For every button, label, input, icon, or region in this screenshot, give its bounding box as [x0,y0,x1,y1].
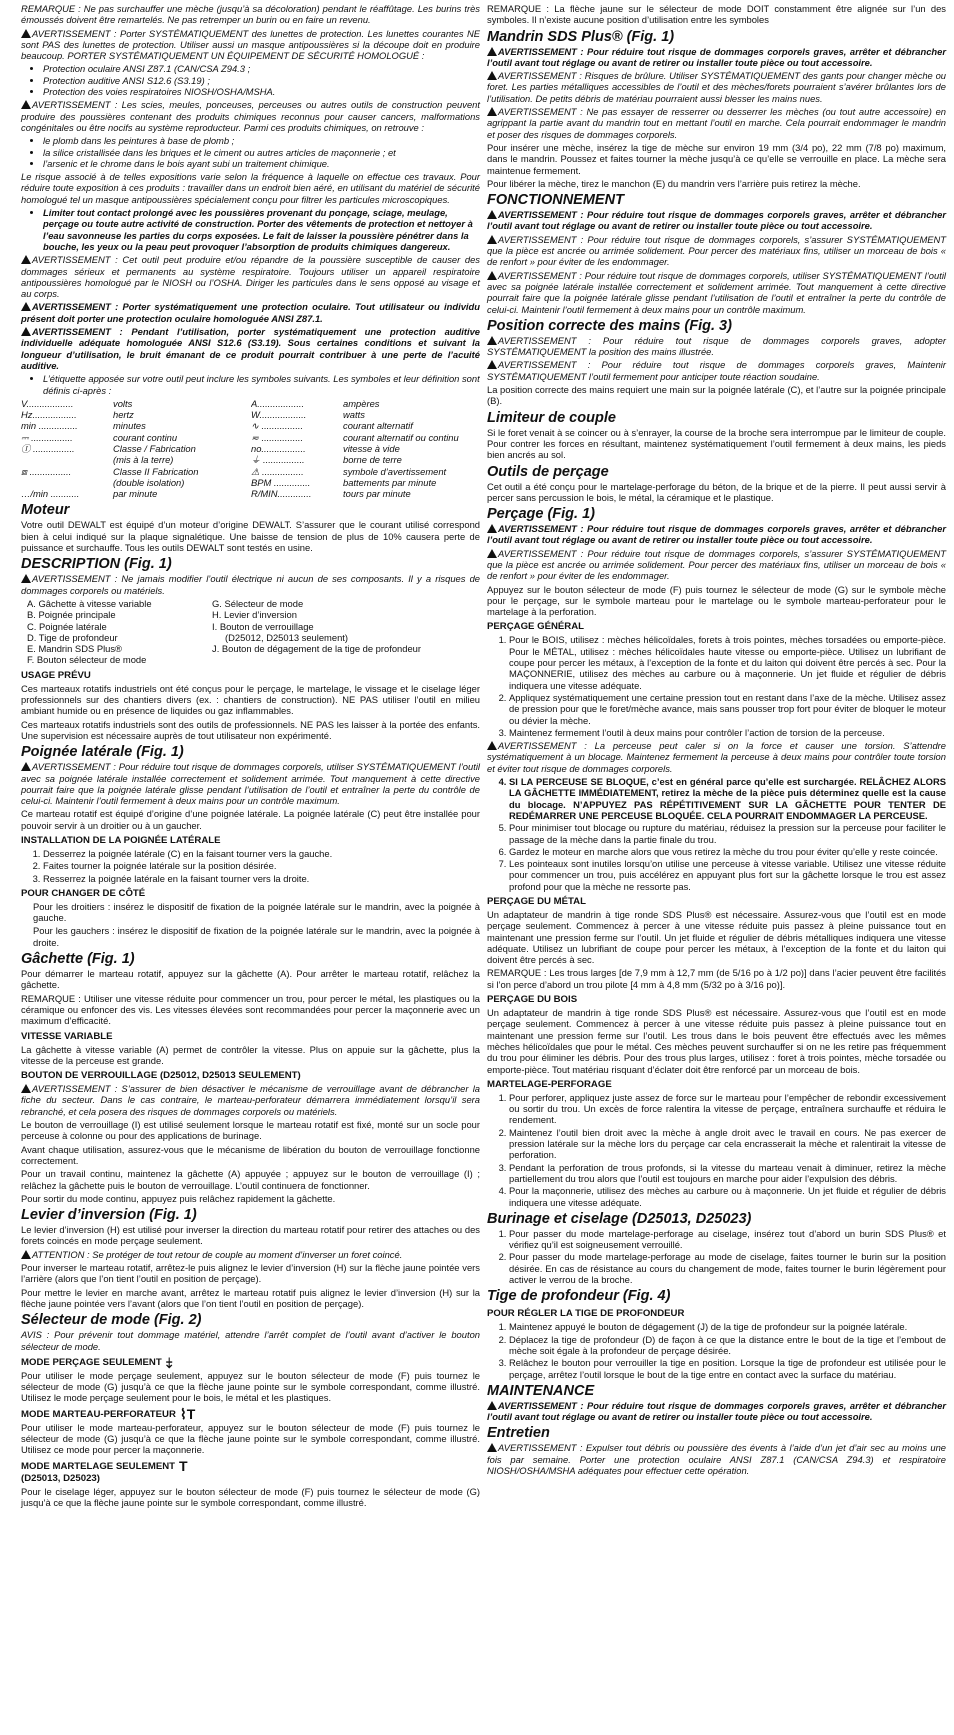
bois-text: Un adaptateur de mandrin à tige ronde SDS Plus® est nécessaire. Assurez-vous que l’outil est en mode perçage seulement. Commencez à percer à une vitesse réduite puis passez à pleine puissance tout en maintenant une pression ferme sur l’outil. Les trous dans le bois peuvent être effectués avec les mêmes mèches hélicoïdales que pour le métal. Ces mèches peuvent surchauffer si on ne les retire pas fréquemment du trou pour éliminer les débris. Pour des trous plus larges, utilisez : foret à trois pointes, mèche torsadée ou emporte-pièce. Tout matériau risquant d’éclater doit être renforcé par un morceau de bois. [487,1007,946,1075]
symbol-glyph: R/MIN............. [251,488,312,500]
gachette-text: Pour démarrer le marteau rotatif, appuyez sur la gâchette (A). Pour arrêter le marteau rotatif, relâchez la gâchette. [21,968,480,991]
list-item: • le plomb dans les peintures à base de plomb ; [43,135,480,146]
symbol-entry [21,443,251,454]
section-title-fonctionnement: FONCTIONNEMENT [487,192,624,209]
cote-gauchers: Pour les gauchers : insérez le dispositif de fixation de la poignée latérale sur le mandrin, avec la poignée à droite. [33,925,480,948]
list-item: I. Bouton de verrouillage [212,620,314,632]
list-item: E. Mandrin SDS Plus® [27,643,122,655]
list-item: 1. Maintenez appuyé le bouton de dégagement (J) de la tige de profondeur sur la poignée latérale. [509,1321,946,1332]
levier-text-3: Pour mettre le levier en marche avant, arrêtez le marteau rotatif puis alignez le levier d’inversion (H) sur la flèche jaune pointée vers l’avant (alors que l’on tient l’outil en position de perçage). [21,1286,480,1309]
percage-avert-2: AVERTISSEMENT : Pour réduire tout risque de dommages corporels, s’assurer SYSTÉMATIQUEMENT que la pièce est ancrée ou arrimée solidement. Pour percer des matériaux fins, utiliser un morceau de bois « de renfort » pour éviter de les endommager. [487,547,946,582]
symbol-definition: minutes [113,420,146,432]
subsection-percage-bois: PERÇAGE DU BOIS [487,994,578,1006]
risque-text: Le risque associé à de telles expositions varie selon la fréquence à laquelle on effectue ces travaux. Pour réduire toute exposition à ces produits : travailler dans un endroit bien aéré, en utilisant du matériel de sécurité homologué tel un masque antipoussières spécialement conçu pour filtrer les particules microscopiques. [21,171,480,205]
symbol-glyph: ⎓ ................ [21,431,73,443]
mode-percage-text: Pour utiliser le mode perçage seulement, appuyez sur le bouton sélecteur de mode (F) puis tournez le sélecteur de mode (G) jusqu’à ce que la flèche jaune pointe sur le symbole correspondant, comme illustré. Utilisez le mode perçage seulement pour le bois, le métal et les plastiques. [21,1369,480,1404]
symbol-entry [251,409,480,420]
list-item: 2. Faites tourner la poignée latérale sur la position désirée. [43,860,480,871]
warning-icon [21,327,31,336]
symbol-glyph: BPM .............. [251,476,311,488]
symbol-glyph: …/min ........... [21,488,80,500]
percage-text: Appuyez sur le bouton sélecteur de mode (F) puis tournez le sélecteur de mode (G) sur le symbole mèche pour le perçage, sur le symbole marteau pour le martelage ou le symbole marteau-perforateur pour le martelage à la perforation. [487,583,946,618]
subsection-mode-marteau: MODE MARTEAU-PERFORATEUR ⌇T [21,1405,196,1422]
position-avert-1: AVERTISSEMENT : Pour réduire tout risque de dommages corporels graves, adopter SYSTÉMATIQUEMENT la position des mains illustrée. [487,334,946,358]
list-item: 4. Pour la maçonnerie, utilisez des mèches au carbure ou à maçonnerie. Un jet fluide et régulier de débris indiquera une vitesse adéquate. [509,1185,946,1208]
section-title-tige: Tige de profondeur (Fig. 4) [487,1288,671,1305]
subsection-mode-percage: MODE PERÇAGE SEULEMENT ⤈ [21,1353,172,1370]
fonct-avert-1: AVERTISSEMENT : Pour réduire tout risque de dommages corporels graves, arrêter et débrancher l’outil avant tout réglage ou avant de retirer ou installer toute pièce ou tout accessoire. [487,209,946,232]
vitesse-text: La gâchette à vitesse variable (A) permet de contrôler la vitesse. Plus on appuie sur la gâchette, plus la vitesse de la perceuse est grande. [21,1043,480,1066]
symbol-definition: courant alternatif [343,420,413,432]
list-item: 2. Pour passer du mode martelage-perforage au mode de ciselage, faites tourner le burin sur la position désirée. En cas de résistance au cours du changement de mode, faites tourner le burin légèrement pour activer le verrou de la broche. [509,1251,946,1285]
maint-avert: AVERTISSEMENT : Pour réduire tout risque de dommages corporels graves, arrêter et débrancher l’outil avant tout réglage ou avant de retirer ou installer toute pièce ou tout accessoire. [487,1399,946,1423]
list-item: C. Poignée latérale [27,620,107,632]
warning-icon [21,1250,31,1259]
tige-steps [487,1321,946,1379]
section-title-gachette: Gâchette (Fig. 1) [21,951,135,968]
symbol-glyph: Ⓘ ................ [21,442,75,454]
verrou-text-3: Pour un travail continu, maintenez la gâchette (A) appuyée ; appuyez sur le bouton de verrouillage (I) ; relâchez la gâchette puis le bouton de verrouillage. L’outil continuera de fonctionner. [21,1168,480,1191]
symbol-entry [21,477,251,488]
warning-icon [21,255,31,264]
avert-niosh: AVERTISSEMENT : Cet outil peut produire et/ou répandre de la poussière susceptible de causer des dommages sérieux et permanents au système respiratoire. Toujours utiliser un appareil respiratoire antipoussières homologué par le NIOSH ou l’OSHA. Diriger les particules dans le sens opposé au visage et au corps. [21,254,480,300]
subsection-verrouillage: BOUTON DE VERROUILLAGE (D25012, D25013 SEULEMENT) [21,1070,301,1082]
list-item: 5. Pour minimiser tout blocage ou rupture du matériau, réduisez la pression sur la perceuse pour faciliter le passage de la mèche dans la partie finale du trou. [509,822,946,845]
cote-droitiers: Pour les droitiers : insérez le dispositif de fixation de la poignée latérale sur le mandrin, avec la poignée à gauche. [33,900,480,924]
install-steps [21,848,480,884]
list-item: A. Gâchette à vitesse variable [27,597,152,609]
avert-oculaire: AVERTISSEMENT : Porter systématiquement une protection oculaire. Tout utilisateur ou individu présent doit porter une protection oculaire homologuée ANSI Z87.1. [21,301,480,324]
remarque-fleche: REMARQUE : La flèche jaune sur le sélecteur de mode DOIT constamment être alignée sur l’un des symboles. Il n’existe aucune position d’utilisation entre les symboles [487,3,946,26]
metal-remarque: REMARQUE : Les trous larges [de 7,9 mm à 12,7 mm (de 5/16 po à 1/2 po)] dans l’acier peuvent être facilités si l’on perce d’abord un trou pilote [4 mm à 4,8 mm (5/32 po à 3/16 po)]. [487,967,946,990]
symbol-definition: tours par minute [343,488,411,500]
fonct-avert-2: AVERTISSEMENT : Pour réduire tout risque de dommages corporels, s’assurer SYSTÉMATIQUEMENT que la pièce est ancrée ou arrimée solidement. Pour percer des matériaux fins, utiliser un morceau de bois « de renfort » pour éviter de les endommager. [487,233,946,268]
list-item: D. Tige de profondeur [27,631,118,643]
list-item: • Protection des voies respiratoires NIOSH/OSHA/MSHA. [43,86,480,97]
levier-text-1: Le levier d’inversion (H) est utilisé pour inverser la direction du marteau rotatif pour retirer des attaches ou des forets coincés en mode perçage seulement. [21,1224,480,1247]
section-title-position: Position correcte des mains (Fig. 3) [487,317,732,334]
symbol-definition: (mis à la terre) [113,454,174,466]
chemicals-list [21,135,480,169]
gachette-remarque: REMARQUE : Utiliser une vitesse réduite pour commencer un trou, pour percer le métal, les plastiques ou la céramique ou enfoncer des vis. Les vitesses élevées sont recommandées pour percer la maçonnerie avec un maximum d’efficacité. [21,992,480,1027]
levier-text-2: Pour inverser le marteau rotatif, arrêtez-le puis alignez le levier d’inversion (H) sur la flèche jaune pointée vers l’arrière (alors que l’on tient l’outil en position de perçage). [21,1262,480,1285]
subsection-vitesse: VITESSE VARIABLE [21,1030,113,1042]
symbol-entry [21,398,251,409]
drill-mode-icon: ⤈ [165,1353,172,1370]
symbols-table [21,398,480,500]
warning-icon [21,574,31,583]
position-avert-2: AVERTISSEMENT : Pour réduire tout risque de dommages corporels graves, Maintenir SYSTÉMATIQUEMENT l’outil fermement pour anticiper toute réaction soudaine. [487,359,946,382]
left-column [21,3,480,1510]
martelage-steps [487,1092,946,1208]
symbol-definition: Classe / Fabrication [113,442,196,454]
warning-icon [487,1401,497,1410]
poignee-text: Ce marteau rotatif est équipé d’origine d’une poignée latérale. La poignée latérale (C) peut être installée pour pouvoir servir à un droitier ou à un gaucher. [21,808,480,831]
symbol-definition: volts [113,397,133,409]
mode-martelage-text: Pour le ciselage léger, appuyez sur le bouton sélecteur de mode (F) puis tournez le sélecteur de mode (G) jusqu’à ce que la flèche jaune pointe sur le symbole correspondant, comme illustré. [21,1485,480,1508]
selecteur-avis: AVIS : Pour prévenir tout dommage matériel, attendre l’arrêt complet de l’outil avant d’activer le bouton sélecteur de mode. [21,1329,480,1352]
subsection-percage-metal: PERÇAGE DU MÉTAL [487,896,586,907]
limiter-list [21,207,480,252]
mandrin-text-2: Pour libérer la mèche, tirez le manchon (E) du mandrin vers l’arrière puis retirez la mèche. [487,177,861,189]
symbol-definition: par minute [113,488,158,500]
symbol-glyph: W.................. [251,409,307,421]
symbol-entry [251,398,480,409]
avert-auditive: AVERTISSEMENT : Pendant l’utilisation, porter systématiquement une protection auditive individuelle adéquate homologuée ANSI S12.6 (S3.19). Sous certaines conditions et suivant la longueur d’utilisation, le bruit émanant de ce produit pourrait contribuer à une perte de l’acuité auditive. [21,326,480,371]
symbol-entry [251,432,480,443]
symbol-entry [21,432,251,443]
hammer-mode-icon: T [179,1457,188,1474]
subsection-installation: INSTALLATION DE LA POIGNÉE LATÉRALE [21,835,221,846]
symbol-definition: ampères [343,397,380,409]
list-item: 7. Les pointeaux sont inutiles lorsqu’on utilise une perceuse à vitesse variable. Utilisez une vitesse réduite pour commencer un trou, puis accélérez en appuyant plus fort sur la gâchette lorsque le trou est assez profond pour que la mèche ne ressorte pas. [509,858,946,892]
list-item: • Protection oculaire ANSI Z87.1 (CAN/CSA Z94.3 ; [43,63,480,74]
symbol-definition: vitesse à vide [343,442,400,454]
list-item: • Limiter tout contact prolongé avec les poussières provenant du ponçage, sciage, meulage, perçage ou toute autre activité de construction. Porter des vêtements de protection et nettoyer à l’eau savonneuse les parties du corps exposées. Le fait de laisser la poussière pénétrer dans la bouche, les yeux ou la peau peut provoquer l’absorption de produits chimiques dangereux. [43,207,480,252]
warning-icon [487,360,497,369]
symbol-entry [21,488,251,499]
symbol-definition: courant alternatif ou continu [343,431,459,443]
symbol-glyph: ≂ ................ [251,431,304,443]
warning-icon [487,336,497,345]
warning-icon [487,47,497,56]
mode-marteau-text: Pour utiliser le mode marteau-perforateur, appuyez sur le bouton sélecteur de mode (F) puis tournez le sélecteur de mode (G) jusqu’à ce que la flèche jaune pointe sur le symbole correspondant, comme illustré. Utilisez ce mode pour percer la maçonnerie. [21,1421,480,1456]
section-title-mandrin: Mandrin SDS Plus® (Fig. 1) [487,28,675,45]
list-item: • Protection auditive ANSI S12.6 (S3.19) ; [43,75,480,86]
list-item: 4. SI LA PERCEUSE SE BLOQUE, c’est en général parce qu’elle est surchargée. RELÂCHEZ ALORS LA GÂCHETTE IMMÉDIATEMENT, retirez la mèche de la pièce puis déterminez quelle est la cause du blocage. N’APPUYEZ PAS RÉPÉTITIVEMENT SUR LA GÂCHETTE POUR TENTER DE REDÉMARRER UNE PERCEUSE BLOQUÉE. CELA POURRAIT ENDOMMAGER LA PERCEUSE. [509,776,946,821]
list-item: 3. Pendant la perforation de trous profonds, si la vitesse du marteau venait à diminuer, retirez la mèche partiellement du trou alors que l’outil est toujours en marche pour aider l’expulsion des débris. [509,1162,946,1185]
general-steps-cont [487,776,946,892]
section-title-percage: Perçage (Fig. 1) [487,506,595,523]
percage-avert-1: AVERTISSEMENT : Pour réduire tout risque de dommages corporels graves, arrêter et débrancher l’outil avant tout réglage ou avant de retirer ou installer toute pièce ou tout accessoire. [487,523,946,546]
usage-text-1: Ces marteaux rotatifs industriels ont été conçus pour le perçage, le martelage, le vissage et le ciselage léger professionnels sur des chantiers divers (ex. : chantiers de construction). NE PAS utiliser l’outil en milieu ambiant humide ou en présence de liquides ou gaz inflammables. [21,682,480,717]
symbol-definition: symbole d’avertissement [343,465,447,477]
symbol-glyph: min ............... [21,420,78,432]
symbol-glyph: ∿ ................ [251,420,304,432]
warning-icon [487,1443,497,1452]
symbol-entry [251,477,480,488]
verrou-text-4: Pour sortir du mode continu, appuyez puis relâchez rapidement la gâchette. [21,1192,336,1204]
list-item: J. Bouton de dégagement de la tige de profondeur [212,643,422,655]
symbol-entry [251,454,480,465]
section-title-maintenance: MAINTENANCE [487,1382,595,1399]
verrou-text-1: Le bouton de verrouillage (I) est utilisé seulement lorsque le marteau rotatif est fixé, monté sur un socle pour perceuse à colonne ou pour des applications de burinage. [21,1119,480,1142]
parts-list [21,598,480,666]
list-item: B. Poignée principale [27,609,116,621]
general-steps [487,634,946,738]
section-title-moteur: Moteur [21,502,70,519]
list-item: 3. Maintenez fermement l’outil à deux mains pour contrôler l’action de torsion de la perceuse. [509,727,946,738]
general-avert: AVERTISSEMENT : La perceuse peut caler si on la force et causer une torsion. S’attendre systématiquement à un blocage. Maintenez fermement la perceuse à deux mains pour contrôler toute torsion et éviter tout risque de dommages corporels. [487,740,946,774]
symbol-entry [21,420,251,431]
symbol-entry [21,466,251,477]
poignee-avert: AVERTISSEMENT : Pour réduire tout risque de dommages corporels, utiliser SYSTÉMATIQUEMENT l’outil avec sa poignée latérale installée correctement et solidement arrimée. Tout manquement à cette directive pourrait faire que la poignée latérale glisse pendant l’utilisation de l’outil et entraîner la perte du contrôle de celui-ci. Maintenir l’outil fermement à deux mains pour un contrôle maximum. [21,761,480,807]
section-title-outils: Outils de perçage [487,463,609,480]
list-item: 2. Déplacez la tige de profondeur (D) de façon à ce que la distance entre le bout de la tige et l’embout de mèche soit égale à la profondeur de perçage désirée. [509,1334,946,1357]
symbol-entry [251,488,480,499]
symbol-definition: battements par minute [343,476,437,488]
list-item: 3. Resserrez la poignée latérale en la faisant tourner vers la droite. [43,873,480,884]
list-item: 3. Relâchez le bouton pour verrouiller la tige en position. Lorsque la tige de profondeur est utilisée pour le perçage, arrêtez l’outil lorsque le bout de la tige entre en contact avec la surface du matériau. [509,1357,946,1380]
moteur-text: Votre outil DEWALT est équipé d’un moteur d’origine DEWALT. S’assurer que le courant utilisé correspond bien à celui indiqué sur la plaque signalétique. Une baisse de tension de plus de 10% causera perte de puissance et surchauffe. Tous les outils DEWALT sont testés en usine. [21,519,480,554]
avert-poussieres: AVERTISSEMENT : Les scies, meules, ponceuses, perceuses ou autres outils de construction peuvent produire des poussières contenant des produits chimiques reconnus pour causer cancers, malformations congénitales ou être nocifs au système reproducteur. Parmi ces produits chimiques, on retrouve : [21,99,480,133]
warning-icon [487,107,497,116]
subsection-cote: POUR CHANGER DE CÔTÉ [21,887,146,899]
subsection-usage: USAGE PRÉVU [21,669,91,681]
symbol-glyph: V.................. [21,397,74,409]
usage-text-2: Ces marteaux rotatifs industriels sont des outils de professionnels. NE PAS les laisser à la portée des enfants. Une supervision est nécessaire auprès de tout utilisateur non expérimenté. [21,718,480,741]
list-item: H. Levier d’inversion [212,609,297,621]
symbol-entry [251,443,480,454]
symbol-entry [21,454,251,465]
warning-icon [487,549,497,558]
list-item: • L’étiquette apposée sur votre outil peut inclure les symboles suivants. Les symboles et leur définition sont définis ci-après : [43,373,480,396]
symbol-entry [251,466,480,477]
symbol-definition: (double isolation) [113,476,185,488]
symbol-definition: watts [343,409,365,421]
warning-icon [487,71,497,80]
subsection-percage-general: PERÇAGE GÉNÉRAL [487,621,585,633]
symbol-glyph: ⏚ ................ [251,454,305,466]
warning-icon [487,210,497,219]
warning-icon [21,762,31,771]
section-title-levier: Levier d’inversion (Fig. 1) [21,1207,197,1224]
warning-icon [21,302,31,311]
symbol-glyph: ⧈ ................ [21,465,72,477]
desc-avert: AVERTISSEMENT : Ne jamais modifier l’outil électrique ni aucun de ses composants. Il y a risques de dommages corporels ou matériels. [21,573,480,596]
warning-icon [21,100,31,109]
symbol-glyph: ⚠ ................ [251,465,304,477]
hammer-drill-mode-icon: ⌇T [179,1405,196,1422]
warning-icon [487,235,497,244]
levier-attention: ATTENTION : Se protéger de tout retour de couple au moment d’inverser un foret coincé. [21,1249,480,1260]
warning-icon [487,524,497,533]
list-item: 2. Maintenez l’outil bien droit avec la mèche à angle droit avec le travail en cours. Ne pas exercer de pression latérale sur la mèche lors du perçage car cela encrasserait la mèche et ralentirait la vitesse de perforation. [509,1127,946,1161]
remarque-reaffutage: REMARQUE : Ne pas surchauffer une mèche (jusqu’à sa décoloration) pendant le réaffûtage. Les burins très émoussés doivent être remartelés. Ne pas retremper un burin ou en faire un revenu. [21,3,480,26]
verrou-text-2: Avant chaque utilisation, assurez-vous que le mécanisme de libération du bouton de verrouillage fonctionne correctement. [21,1143,480,1166]
list-item: • la silice cristallisée dans les briques et le ciment ou autres articles de maçonnerie ; et [43,147,480,158]
outils-text: Cet outil a été conçu pour le martelage-perforage du béton, de la brique et de la pierre. Il peut aussi servir à percer sans percussion le bois, le métal, la céramique et le plastique. [487,480,946,503]
limiteur-text: Si le foret venait à se coincer ou à s’enrayer, la course de la broche sera interrompue par le limiteur de couple. Pour contrer les forces en résultant, maintenez systématiquement l’outil fermement à deux mains, les pieds bien ancrés au sol. [487,426,946,461]
list-item: 6. Gardez le moteur en marche alors que vous retirez la mèche du trou pour éviter qu’elle y reste coincée. [509,846,946,857]
metal-text: Un adaptateur de mandrin à tige ronde SDS Plus® est nécessaire. Assurez-vous que l’outil est en mode perçage seulement. Commencez à percer à une vitesse réduite puis passez à pleine puissance tout en maintenant une pression ferme sur l’outil. Un jet fluide et régulier de débris métalliques indiquera une vitesse adéquate. Utilisez un lubrifiant de coupe pour percer les métaux, à l’exception de la fonte et du laiton qui doivent être percés à sec. [487,909,946,966]
warning-icon [487,271,497,280]
entretien-avert: AVERTISSEMENT : Expulser tout débris ou poussière des évents à l’aide d’un jet d’air sec au moins une fois par semaine. Porter une protection oculaire ANSI Z87.1 (CAN/CSA Z94.3) et respiratoire NIOSH/OSHA/MSHA adéquates pour effectuer cette opération. [487,1442,946,1476]
symbol-glyph: A.................. [251,397,305,409]
warning-icon [487,741,497,750]
verrou-avert: AVERTISSEMENT : S’assurer de bien désactiver le mécanisme de verrouillage avant de débrancher la fiche du secteur. Dans le cas contraire, le marteau-perforateur démarrera immédiatement lorsqu’il sera rebranché, et cela posera des risques de dommages corporels ou matériels. [21,1083,480,1117]
avert-lunettes: AVERTISSEMENT : Porter SYSTÉMATIQUEMENT des lunettes de protection. Les lunettes courantes NE sont PAS des lunettes de protection. Utiliser aussi un masque antipoussières si la découpe doit en produire beaucoup. PORTER SYSTÉMATIQUEMENT UN ÉQUIPEMENT DE SÉCURITÉ HOMOLOGUÉ : [21,27,480,62]
list-item: • l’arsenic et le chrome dans le bois ayant subi un traitement chimique. [43,158,480,169]
section-title-selecteur: Sélecteur de mode (Fig. 2) [21,1312,202,1329]
burinage-steps [487,1228,946,1285]
list-item: 1. Desserrez la poignée latérale (C) en la faisant tourner vers la gauche. [43,848,480,859]
subsection-mode-martelage: MODE MARTELAGE SEULEMENT T (D25013, D25023) [21,1457,188,1484]
list-item: 2. Appliquez systématiquement une certaine pression tout en restant dans l’axe de la mèche. Utilisez assez de pression pour que le foret/mèche avance, mais sans pousser trop fort pour éviter de bloquer le moteur ou dévier la mèche. [509,692,946,726]
symbol-glyph: no................. [251,442,306,454]
section-title-limiteur: Limiteur de couple [487,409,616,426]
section-title-poignee: Poignée latérale (Fig. 1) [21,744,184,761]
symbol-definition: Classe II Fabrication [113,465,199,477]
warning-icon [21,1084,31,1093]
list-item: G. Sélecteur de mode [212,597,304,609]
symbol-definition: courant continu [113,431,178,443]
subsection-martelage: MARTELAGE-PERFORAGE [487,1078,612,1090]
symbol-entry [21,409,251,420]
list-item [206,654,480,665]
protection-list [21,63,480,97]
list-item: F. Bouton sélecteur de mode [27,654,147,666]
etiquette-list [21,373,480,396]
symbol-glyph: Hz................. [21,409,77,421]
mandrin-avert-2: AVERTISSEMENT : Risques de brûlure. Utiliser SYSTÉMATIQUEMENT des gants pour changer mèche ou foret. Les parties métalliques accessibles de l’outil et des mèches/forets pourraient s’avérer brûlantes lors de l’utilisation. De petits débris de matériau pourraient aussi blesser les mains nues. [487,70,946,104]
section-title-entretien: Entretien [487,1425,550,1442]
warning-icon [21,29,31,38]
right-column [487,3,946,1478]
subsection-regler-tige: POUR RÉGLER LA TIGE DE PROFONDEUR [487,1308,685,1320]
mandrin-text-1: Pour insérer une mèche, insérez la tige de mèche sur environ 19 mm (3/4 po), 22 mm (7/8 po) maximum, dans le mandrin. Poussez et faites tourner la mèche jusqu’à ce qu’elle se verrouille en place. La mèche sera maintenue fermement. [487,141,946,176]
section-title-burinage: Burinage et ciselage (D25013, D25023) [487,1210,752,1227]
list-item: 1. Pour le BOIS, utilisez : mèches hélicoïdales, forets à trois pointes, mèches torsadées ou emporte-pièce. Pour le MÉTAL, utilisez : mèches hélicoïdales haute vitesse ou emporte-pièce. Utilisez un lubrifiant de coupe pour percer les métaux, à l’exception de la fonte et du laiton qui doivent être percés à sec. Pour la MAÇONNERIE, utilisez des mèches au carbure ou à maçonnerie. Un jet fluide et régulier de débris indiquera une vitesse adéquate. [509,634,946,690]
symbol-entry [251,420,480,431]
fonct-avert-3: AVERTISSEMENT : Pour réduire tout risque de dommages corporels, utiliser SYSTÉMATIQUEMENT l’outil avec sa poignée latérale installée correctement et solidement arrimée. Tout manquement à cette directive pourrait faire que la poignée latérale glisse pendant l’utilisation de l’outil et entraîner la perte du contrôle de celui-ci. Maintenir l’outil fermement à deux mains pour un contrôle maximum. [487,269,946,315]
section-title-description: DESCRIPTION (Fig. 1) [21,556,172,573]
symbol-definition: hertz [113,409,134,421]
mandrin-avert-3: AVERTISSEMENT : Ne pas essayer de resserrer ou desserrer les mèches (ou tout autre accessoire) en agrippant la partie avant du mandrin tout en mettant l’outil en marche. Cela pourrait endommager le mandrin et poser des risques de dommages corporels. [487,106,946,140]
symbol-definition: borne de terre [343,454,402,466]
mandrin-avert-1: AVERTISSEMENT : Pour réduire tout risque de dommages corporels graves, arrêter et débrancher l’outil avant tout réglage ou avant de retirer ou installer toute pièce ou tout accessoire. [487,45,946,68]
list-item: 1. Pour passer du mode martelage-perforage au ciselage, insérez tout d’abord un burin SDS Plus® et vérifiez qu’il est soigneusement verrouillé. [509,1228,946,1251]
list-item: (D25012, D25013 seulement) [212,631,349,643]
position-text: La position correcte des mains requiert une main sur la poignée latérale (C), et l’autre sur la poignée principale (B). [487,384,946,407]
list-item: 1. Pour perforer, appliquez juste assez de force sur le marteau pour l’empêcher de rebondir excessivement ou sortir du trou. Un excès de force ralentira la vitesse de perçage, entraînera surchauffe et réduira le rendement. [509,1092,946,1126]
